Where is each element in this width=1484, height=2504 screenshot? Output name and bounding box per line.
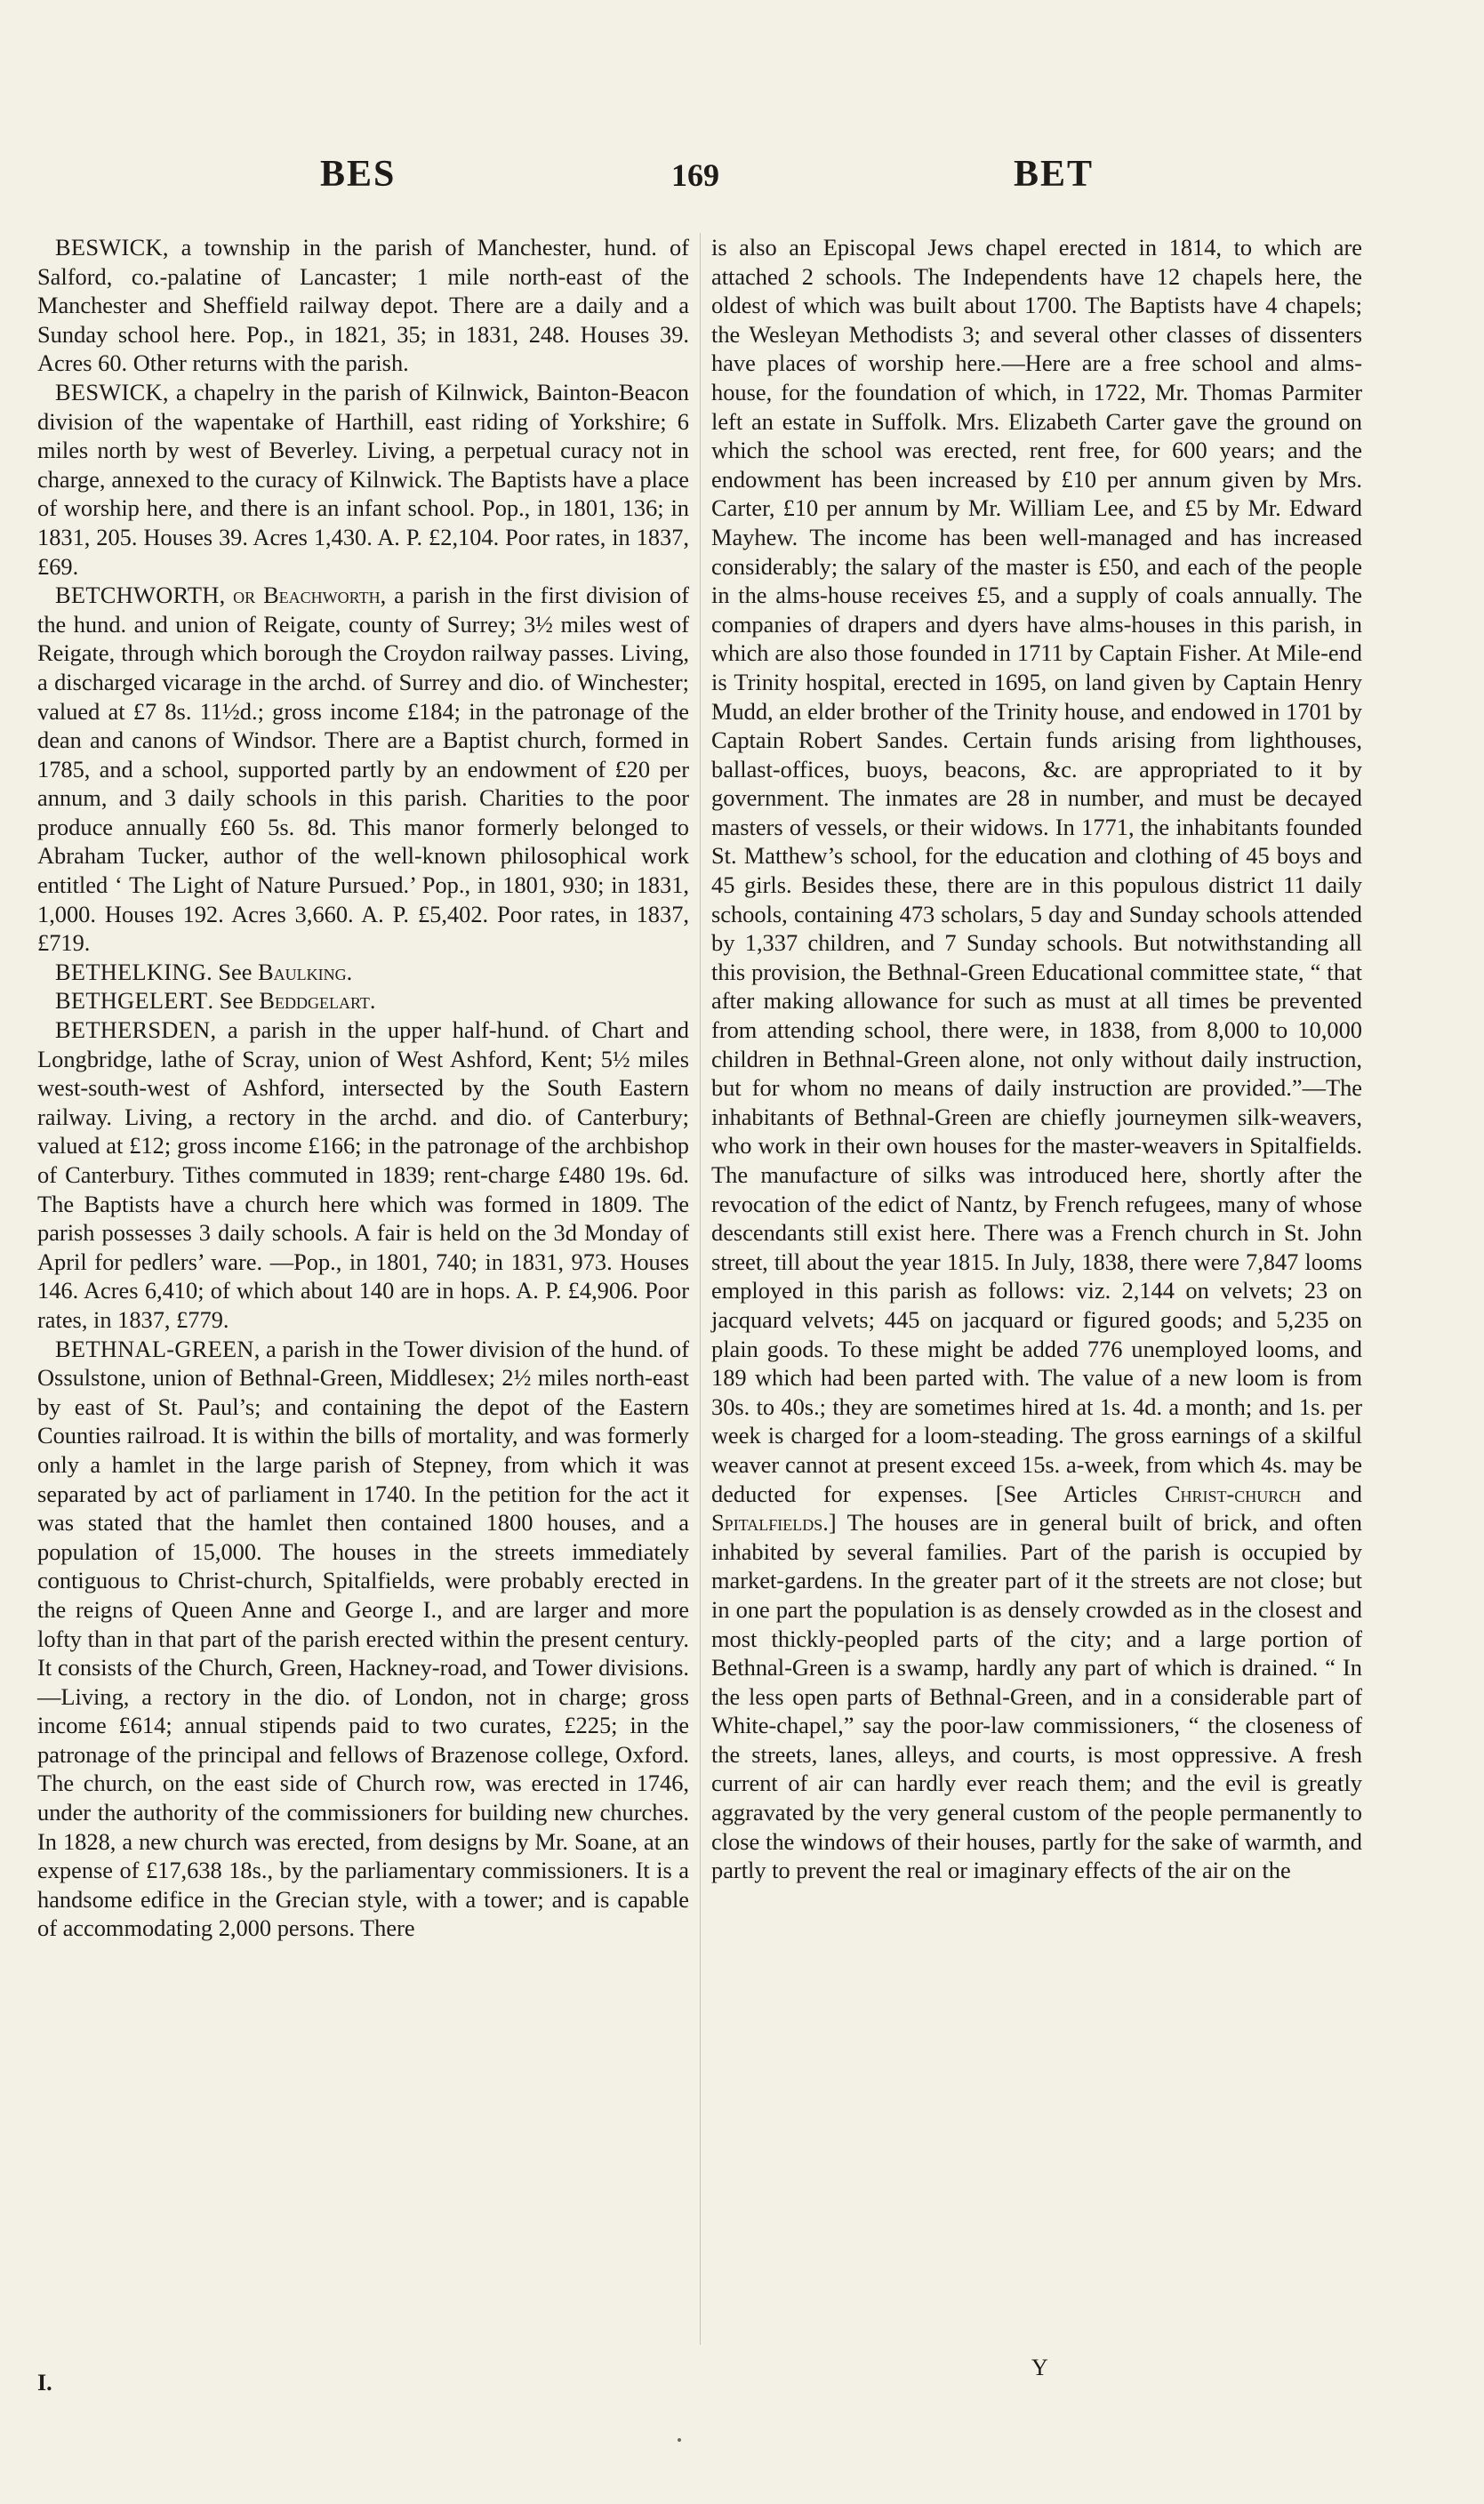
running-head-right: BET: [1014, 154, 1095, 195]
column-rule: [700, 233, 701, 2345]
entry-bethnal-green-continued: [711, 233, 1362, 1885]
entry-text: , a parish in the first division of the hund. and union of Reigate, county of Surrey; 3½ miles west of Reigate, through which borough the Croydon railway passes. Living, a discharged vicarage in the archd. of Surrey and dio. of Winchester; valued at £7 8s. 11½d.; gross income £184; in the patronage of the dean and canons of Windsor. There are a Baptist church, formed in 1785, and a school, supported partly by an endowment of £20 per annum, and 3 daily schools in this parish. Charities to the poor produce annually £60 5s. 8d. This manor formerly belonged to Abraham Tucker, author of the well-known philosophical work entitled ‘ The Light of Nature Pursued.’ Pop., in 1801, 930; in 1831, 1,000. Houses 192. Acres 3,660. A. P. £5,402. Poor rates, in 1837, £719.: [37, 582, 689, 957]
running-head: [62, 153, 1423, 215]
entry-text: .] The houses are in general built of brick, and often inhabited by several families. Part of the parish is occupied by market-gardens. In the greater part of it the streets are not close; but in one part the population is as densely crowded as in the closest and most thickly-peopled parts of the city; and a large portion of Bethnal-Green is a swamp, hardly any part of which is drained. “ In the less open parts of Bethnal-Green, and in a considerable part of White-chapel,” say the poor-law commissioners, “ the closeness of the streets, lanes, alleys, and courts, is most oppressive. A fresh current of air can hardly ever reach them; and the evil is greatly aggravated by the very general custom of the people permanently to close the windows of their houses, partly for the sake of warmth, and partly to prevent the real or imaginary effects of the air on the: [711, 1509, 1362, 1884]
entry-headword: BESWICK: [55, 234, 163, 261]
entry-headword: BETHELKING: [55, 958, 207, 985]
entry-bethnal-green: [37, 1335, 689, 1943]
right-column: [711, 233, 1362, 1885]
entry-betchworth: [37, 581, 689, 958]
entry-bethgelert: [37, 986, 689, 1015]
signature-mark-left: I.: [37, 2370, 52, 2396]
left-column: [37, 233, 689, 1943]
entry-headword: BETHGELERT: [55, 987, 208, 1015]
page-number: 169: [671, 157, 719, 193]
entry-text: and: [1301, 1480, 1363, 1507]
entry-text: is also an Episcopal Jews chapel erected in 1814, to which are attached 2 schools. The Independents have 12 chapels here, the oldest of which was built about 1700. The Baptists have 4 chapels; the Wesleyan Methodists 3; and several other classes of dissenters have places of worship here.—Here are a free school and alms-house, for the foundation of which, in 1722, Mr. Thomas Parmiter left an estate in Suffolk. Mrs. Elizabeth Carter gave the ground on which the school was erected, rent free, for 600 years; and the endowment has been increased by £10 per annum given by Mrs. Carter, £10 per annum by Mr. William Lee, and £5 by Mr. Edward Mayhew. The income has been well-managed and has increased considerably; the salary of the master is £50, and each of the people in the alms-house receives £5, and a supply of coals annually. The companies of drapers and dyers have alms-houses in this parish, in which are also those founded in 1711 by Captain Fisher. At Mile-end is Trinity hospital, erected in 1695, on land given by Captain Henry Mudd, an elder brother of the Trinity house, and endowed in 1701 by Captain Robert Sandes. Certain funds arising from lighthouses, ballast-offices, buoys, beacons, &c. are appropriated to it by government. The inmates are 28 in number, and must be decayed masters of vessels, or their widows. In 1771, the inhabitants founded St. Matthew’s school, for the education and clothing of 45 boys and 45 girls. Besides these, there are in this populous district 11 daily schools, containing 473 scholars, 5 day and Sunday schools attended by 1,337 children, and 7 Sunday schools. But notwithstanding all this provision, the Bethnal-Green Educational committee state, “ that after making allowance for such as must at all times be prevented from attending school, there were, in 1838, from 8,000 to 10,000 children in Bethnal-Green alone, not only without daily instruction, but for whom no means of daily instruction are provided.”—The inhabitants of Bethnal-Green are chiefly journeymen silk-weavers, who work in their own houses for the master-weavers in Spitalfields. The manufacture of silks was introduced here, shortly after the revocation of the edict of Nantz, by French refugees, many of whose descendants still exist here. There was a French church in St. John street, till about the year 1815. In July, 1838, there were 7,847 looms employed in this parish as follows: viz. 2,144 on velvets; 23 on jacquard velvets; 445 on jacquard or figured goods; and 5,235 on plain goods. To these might be added 776 unemployed looms, and 189 which had been parted with. The value of a new loom is from 30s. to 40s.; they are sometimes hired at 1s. 4d. a month; and 1s. per week is charged for a loom-steading. The gross earnings of a skilful weaver cannot at present exceed 15s. a-week, from which 4s. may be deducted for expenses. [See Articles: [711, 234, 1362, 1507]
entry-text: , a township in the parish of Manchester, hund. of Salford, co.-palatine of Lancaster; 1 mile north-east of the Manchester and Sheffield railway depot. There are a daily and a Sunday school here. Pop., in 1821, 35; in 1831, 248. Houses 39. Acres 60. Other returns with the parish.: [37, 234, 689, 377]
signature-mark-right: Y: [1031, 2355, 1048, 2380]
cross-reference: Beddgelart.: [259, 987, 376, 1015]
entry-text: , a parish in the Tower division of the hund. of Ossulstone, union of Bethnal-Green, Middlesex; 2½ miles north-east by east of St. Paul’s; and containing the depot of the Eastern Counties railroad. It is within the bills of mortality, and was formerly only a hamlet in the large parish of Stepney, from which it was separated by act of parliament in 1740. In the petition for the act it was stated that the hamlet then contained 1800 houses, and a population of 15,000. The houses in the streets immediately contiguous to Christ-church, Spitalfields, were probably erected in the reigns of Queen Anne and George I., and are larger and more lofty than in that part of the parish erected within the present century. It consists of the Church, Green, Hackney-road, and Tower divisions.—Living, a rectory in the dio. of London, not in charge; gross income £614; annual stipends paid to two curates, £225; in the patronage of the principal and fellows of Brazenose college, Oxford. The church, on the east side of Church row, was erected in 1746, under the authority of the commissioners for building new churches. In 1828, a new church was erected, from designs by Mr. Soane, at an expense of £17,638 18s., by the parliamentary commissioners. It is a handsome edifice in the Grecian style, with a tower; and is capable of accommodating 2,000 persons. There: [37, 1335, 689, 1942]
entry-beswick-chapelry: [37, 378, 689, 581]
entry-headword: BESWICK: [55, 378, 163, 405]
cross-reference: Baulking.: [258, 958, 353, 985]
running-head-left: BES: [320, 154, 397, 195]
cross-reference: Spitalfields: [711, 1509, 823, 1537]
entry-text: , a parish in the upper half-hund. of Chart and Longbridge, lathe of Scray, union of West Ashford, Kent; 5½ miles west-south-west of Ashford, intersected by the South Eastern railway. Living, a rectory in the archd. and dio. of Canterbury; valued at £12; gross income £166; in the patronage of the archbishop of Canterbury. Tithes commuted in 1839; rent-charge £480 19s. 6d. The Baptists have a church here which was formed in 1809. The parish possesses 3 daily schools. A fair is held on the 3d Monday of April for pedlers’ ware. —Pop., in 1801, 740; in 1831, 973. Houses 146. Acres 6,410; of which about 140 are in hops. A. P. £4,906. Poor rates, in 1837, £779.: [37, 1016, 689, 1333]
entry-headword: BETHNAL-GREEN: [55, 1335, 254, 1362]
entry-bethersden: [37, 1015, 689, 1335]
entry-headword: BETHERSDEN: [55, 1016, 211, 1044]
entry-bethelking: [37, 958, 689, 987]
entry-variant-name: , or Beachworth: [219, 582, 381, 609]
entry-text: . See: [206, 958, 259, 985]
entry-headword: BETCHWORTH: [55, 582, 220, 609]
entry-text: , a chapelry in the parish of Kilnwick, Bainton-Beacon division of the wapentake of Harthill, east riding of Yorkshire; 6 miles north by west of Beverley. Living, a perpetual curacy not in charge, annexed to the curacy of Kilnwick. The Baptists have a place of worship here, and there is an infant school. Pop., in 1801, 136; in 1831, 205. Houses 39. Acres 1,430. A. P. £2,104. Poor rates, in 1837, £69.: [37, 378, 689, 580]
cross-reference: Christ-church: [1164, 1480, 1302, 1507]
print-speck: [678, 2438, 681, 2442]
entry-beswick-township: [37, 233, 689, 378]
entry-text: . See: [207, 987, 260, 1015]
